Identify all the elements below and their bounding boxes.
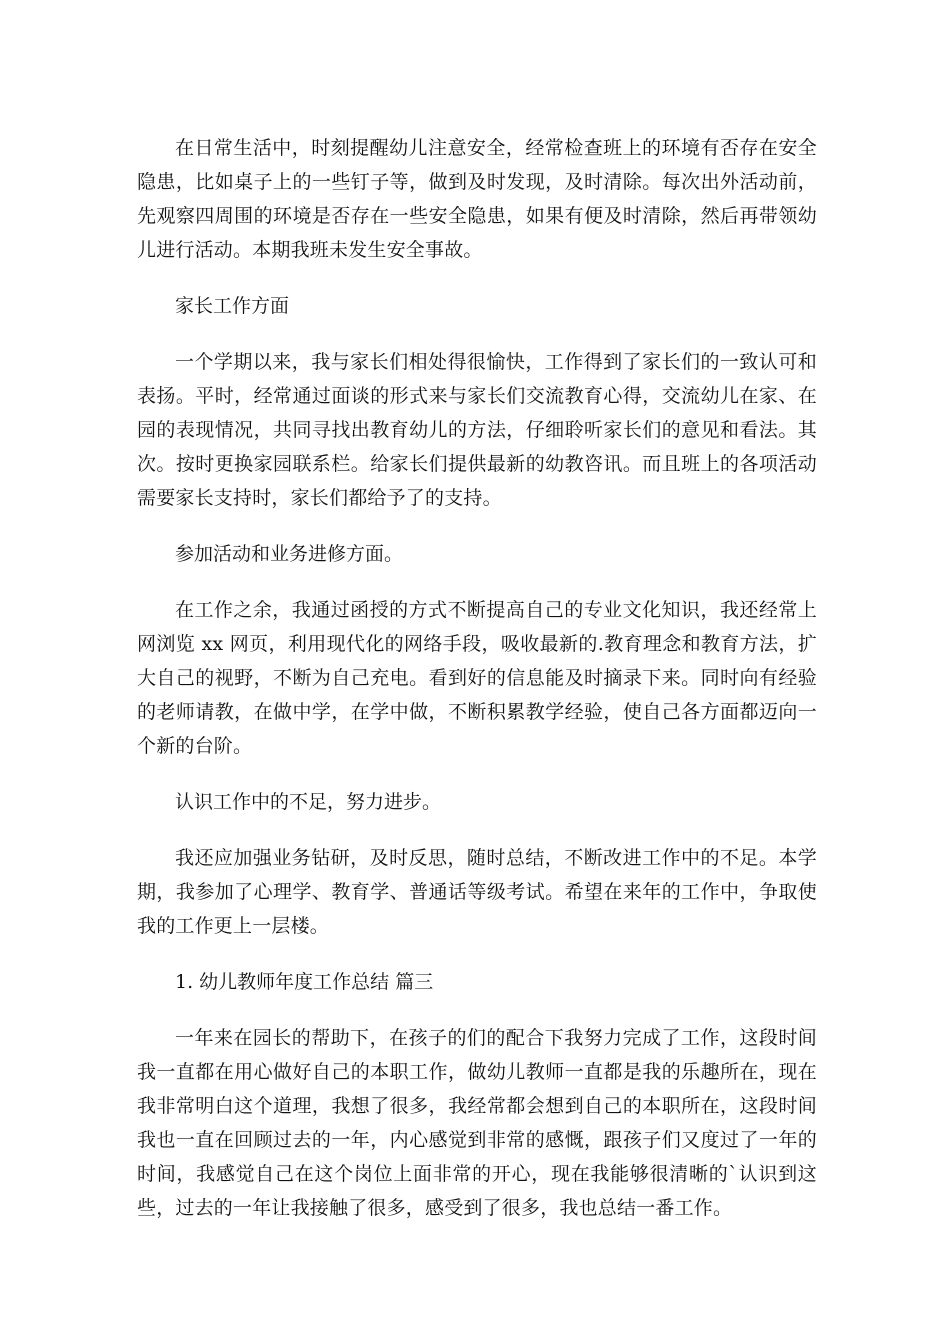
paragraph-year-review: 一年来在园长的帮助下，在孩子的们的配合下我努力完成了工作，这段时间我一直都在用心做好自己的本职工作，做幼儿教师一直都是我的乐趣所在，现在我非常明白这个道理，我想了很多，我经常都会想到自己的本职所在，这段时间我也一直在回顾过去的一年，内心感觉到非常的感慨，跟孩子们又度过了一年的时间，我感觉自己在这个岗位上面非常的开心，现在我能够很清晰的`认识到这些，过去的一年让我接触了很多，感受到了很多，我也总结一番工作。 — [137, 1027, 817, 1219]
paragraph-safety: 在日常生活中，时刻提醒幼儿注意安全，经常检查班上的环境有否存在安全隐患，比如桌子上的一些钉子等，做到及时发现，及时清除。每次出外活动前，先观察四周围的环境是否存在一些安全隐患，如果有便及时清除，然后再带领幼儿进行活动。本期我班未发生安全事故。 — [137, 137, 817, 261]
document-body — [137, 131, 817, 1225]
heading-shortcomings: 认识工作中的不足，努力进步。 — [175, 791, 442, 813]
heading-parent-work: 家长工作方面 — [175, 295, 290, 317]
heading-summary-part-three: 1. 幼儿教师年度工作总结 篇三 — [175, 971, 434, 993]
paragraph-activities-study: 在工作之余，我通过函授的方式不断提高自己的专业文化知识，我还经常上网浏览 xx 网页，利用现代化的网络手段，吸收最新的.教育理念和教育方法，扩大自己的视野，不断为自己充电。看到好的信息能及时摘录下来。同时向有经验的老师请教，在做中学，在学中做，不断积累教学经验，使自己各方面都迈向一个新的台阶。 — [137, 599, 817, 757]
paragraph-shortcomings: 我还应加强业务钻研，及时反思，随时总结，不断改进工作中的不足。本学期，我参加了心理学、教育学、普通话等级考试。希望在来年的工作中，争取使我的工作更上一层楼。 — [137, 847, 817, 937]
paragraph-parent-work: 一个学期以来，我与家长们相处得很愉快，工作得到了家长们的一致认可和表扬。平时，经常通过面谈的形式来与家长们交流教育心得，交流幼儿在家、在园的表现情况，共同寻找出教育幼儿的方法，仔细聆听家长们的意见和看法。其次。按时更换家园联系栏。给家长们提供最新的幼教咨讯。而且班上的各项活动需要家长支持时，家长们都给予了的支持。 — [137, 351, 817, 509]
heading-activities-study: 参加活动和业务进修方面。 — [175, 543, 404, 565]
